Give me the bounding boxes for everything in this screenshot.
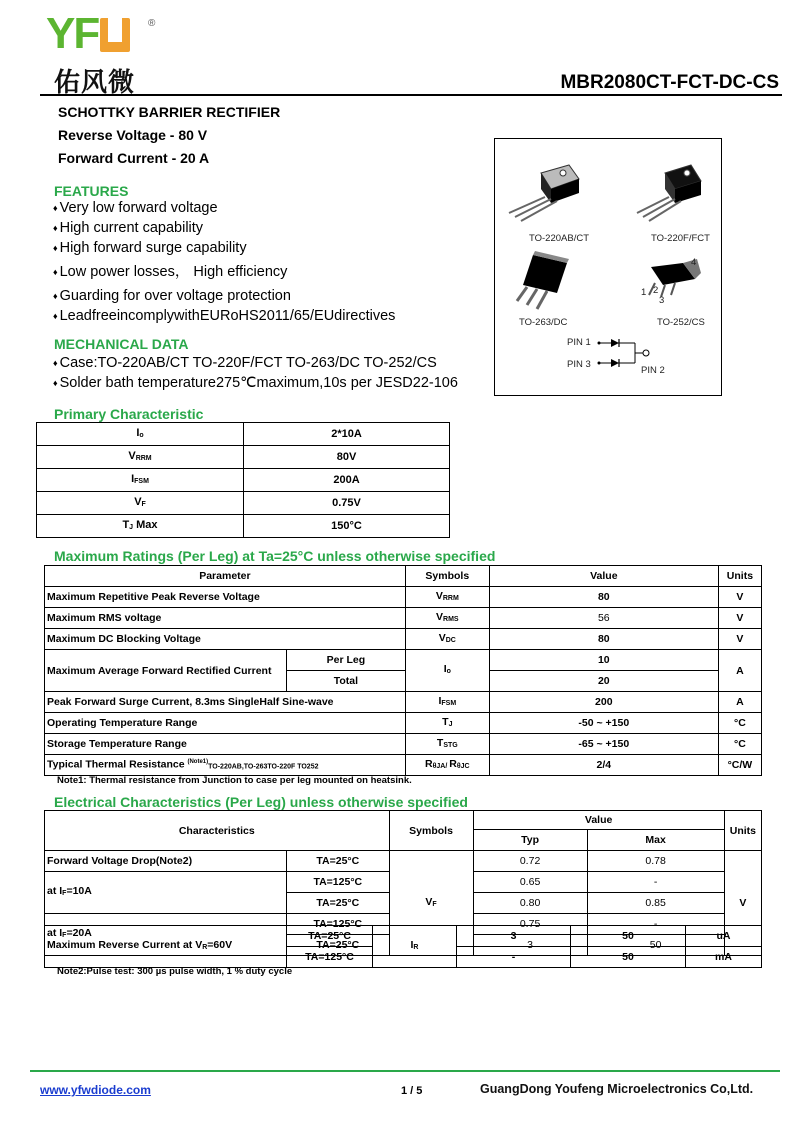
max-cell: 0.85 <box>587 893 724 914</box>
package-label-to263: TO-263/DC <box>519 317 568 328</box>
symbol-cell: $T_J$ <box>405 713 489 734</box>
col-header-units: Units <box>718 566 761 587</box>
note2-text: Note2:Pulse test: 300 µs pulse width, 1 % duty cycle <box>57 966 293 977</box>
feature-item: ♦ Very low forward voltage <box>53 200 218 216</box>
param-cell: Typical Thermal Resistance $^{(Note1)}_{TO-220AB,TO-263TO-220F TO252}$ <box>45 755 406 776</box>
symbol-cell: $T_{STG}$ <box>405 734 489 755</box>
footer-divider <box>30 1070 780 1072</box>
package-label-to220ab: TO-220AB/CT <box>529 233 590 244</box>
max-ratings-heading: Maximum Ratings (Per Leg) at Ta=25°C unless otherwise specified <box>54 548 496 564</box>
table-row <box>45 608 762 629</box>
col-header-units: Units <box>724 811 761 851</box>
unit-cell: A <box>718 650 761 692</box>
col-header-max: Max <box>587 830 724 851</box>
param-cell: Maximum RMS voltage <box>45 608 406 629</box>
table-row <box>45 629 762 650</box>
primary-heading: Primary Characteristic <box>54 406 204 422</box>
col-header-characteristics: Characteristics <box>45 811 390 851</box>
package-label-to252: TO-252/CS <box>657 317 705 328</box>
to252-package-icon <box>635 257 715 307</box>
col-header-symbols: Symbols <box>405 566 489 587</box>
char-cell: at $I_F=10A$ <box>45 872 287 914</box>
unit-cell: uA <box>686 926 762 947</box>
param-cell: Maximum DC Blocking Voltage <box>45 629 406 650</box>
unit-cell: V <box>718 629 761 650</box>
value-cell: 56 <box>489 608 718 629</box>
features-heading: FEATURES <box>54 183 129 199</box>
param-cell: Operating Temperature Range <box>45 713 406 734</box>
electrical-heading: Electrical Characteristics (Per Leg) unless otherwise specified <box>54 794 468 810</box>
table-row <box>45 692 762 713</box>
condition-cell: TA=25°C <box>287 851 390 872</box>
pin-number-3: 3 <box>659 295 665 306</box>
mechanical-list <box>53 353 458 393</box>
logo-u-mark <box>100 18 130 52</box>
condition-cell: Per Leg <box>287 650 406 671</box>
table-row <box>45 734 762 755</box>
package-outline-box <box>494 138 722 396</box>
primary-value-cell: 150°C <box>244 515 450 538</box>
primary-value-cell: 200A <box>244 469 450 492</box>
typ-cell: 3 <box>473 935 587 956</box>
condition-cell: Total <box>287 671 406 692</box>
feature-item: ♦ Guarding for over voltage protection <box>53 288 291 304</box>
logo-wordmark <box>46 9 130 58</box>
company-logo <box>46 9 166 98</box>
col-header-parameter: Parameter <box>45 566 406 587</box>
bullet-icon: ♦ <box>53 243 58 253</box>
primary-symbol-cell: $I_o$ <box>37 423 244 446</box>
symbol-cell: $I_R$ <box>373 926 457 968</box>
typ-cell: - <box>457 947 571 968</box>
unit-cell: °C <box>718 734 761 755</box>
typ-cell: 0.72 <box>473 851 587 872</box>
reverse-voltage-line: Reverse Voltage - 80 V <box>58 127 208 143</box>
unit-cell: °C <box>718 713 761 734</box>
pin3-label: PIN 3 <box>567 359 591 370</box>
bullet-icon: ♦ <box>53 358 58 368</box>
to220ab-package-icon <box>503 159 593 229</box>
logo-chinese-name: 佑风微 <box>54 68 136 98</box>
value-cell: 2/4 <box>489 755 718 776</box>
primary-characteristic-table <box>36 422 450 538</box>
website-link[interactable]: www.yfwdiode.com <box>40 1083 151 1097</box>
pin2-label: PIN 2 <box>641 365 665 376</box>
feature-item: ♦ LeadfreeincomplywithEURoHS2011/65/EUdirectives <box>53 308 396 324</box>
bullet-icon: ♦ <box>53 378 58 388</box>
unit-cell: mA <box>686 947 762 968</box>
primary-value-cell: 0.75V <box>244 492 450 515</box>
table-row <box>45 587 762 608</box>
param-cell: Peak Forward Surge Current, 8.3ms SingleHalf Sine-wave <box>45 692 406 713</box>
max-cell: 0.78 <box>587 851 724 872</box>
feature-item: ♦ High current capability <box>53 220 204 236</box>
primary-value-cell: 2*10A <box>244 423 450 446</box>
primary-symbol-cell: $I_{FSM}$ <box>37 469 244 492</box>
mechanical-item: ♦ Case:TO-220AB/CT TO-220F/FCT TO-263/DC TO-252/CS <box>53 355 437 371</box>
char-cell: Forward Voltage Drop(Note2) <box>45 851 287 872</box>
to220f-package-icon <box>629 159 719 229</box>
table-row <box>45 755 762 776</box>
package-label-to220f: TO-220F/FCT <box>651 233 710 244</box>
bullet-icon: ♦ <box>53 311 58 321</box>
max-cell: - <box>587 872 724 893</box>
typ-cell: 0.80 <box>473 893 587 914</box>
primary-value-cell: 80V <box>244 446 450 469</box>
col-header-symbols: Symbols <box>389 811 473 851</box>
value-cell: 80 <box>489 629 718 650</box>
table-row <box>45 650 762 671</box>
part-number: MBR2080CT-FCT-DC-CS <box>560 72 779 93</box>
value-cell: 20 <box>489 671 718 692</box>
note1-text: Note1: Thermal resistance from Junction to case per leg mounted on heatsink. <box>57 775 412 786</box>
device-title: SCHOTTKY BARRIER RECTIFIER <box>58 104 281 120</box>
pin-number-4: 4 <box>691 257 697 268</box>
primary-symbol-cell: $V_F$ <box>37 492 244 515</box>
mechanical-heading: MECHANICAL DATA <box>54 336 189 352</box>
table-row <box>37 423 450 446</box>
forward-current-line: Forward Current - 20 A <box>58 150 210 166</box>
col-header-value: Value <box>489 566 718 587</box>
feature-item: ♦ High forward surge capability <box>53 240 247 256</box>
table-row <box>45 851 762 872</box>
primary-symbol-cell: $T_J$ Max <box>37 515 244 538</box>
col-header-typ: Typ <box>473 830 587 851</box>
bullet-icon: ♦ <box>53 223 58 233</box>
value-cell: -65 ~ +150 <box>489 734 718 755</box>
param-cell: Maximum Average Forward Rectified Current <box>45 650 287 692</box>
unit-cell: °C/W <box>718 755 761 776</box>
symbol-cell: $V_{RRM}$ <box>405 587 489 608</box>
value-cell: 200 <box>489 692 718 713</box>
symbol-cell: $I_{FSM}$ <box>405 692 489 713</box>
primary-symbol-cell: $V_{RRM}$ <box>37 446 244 469</box>
bullet-icon: ♦ <box>53 267 58 277</box>
company-name: GuangDong Youfeng Microelectronics Co,Ltd. <box>480 1082 754 1096</box>
max-cell: 50 <box>587 935 724 956</box>
feature-item: ♦ Low power losses， High efficiency <box>53 264 288 280</box>
condition-cell: TA=25°C <box>287 935 390 956</box>
typ-cell: 3 <box>457 926 571 947</box>
typ-cell: 0.65 <box>473 872 587 893</box>
table-row <box>37 515 450 538</box>
features-list <box>53 198 395 326</box>
table-row <box>37 446 450 469</box>
param-cell: Maximum Repetitive Peak Reverse Voltage <box>45 587 406 608</box>
symbol-cell: $I_o$ <box>405 650 489 692</box>
condition-cell: TA=125°C <box>287 914 390 935</box>
pin-number-2: 2 <box>653 285 659 296</box>
registered-mark: ® <box>148 18 156 29</box>
unit-cell: V <box>718 608 761 629</box>
value-cell: 10 <box>489 650 718 671</box>
table-row <box>37 469 450 492</box>
page-number: 1 / 5 <box>401 1085 423 1097</box>
char-cell: at $I_F=20A$ <box>45 914 287 956</box>
typ-cell: 0.75 <box>473 914 587 935</box>
symbol-cell: $R_{\theta JA/}$ $R_{\theta JC}$ <box>405 755 489 776</box>
unit-cell: A <box>718 692 761 713</box>
table-row <box>37 492 450 515</box>
condition-cell: TA=25°C <box>287 893 390 914</box>
unit-cell: V <box>718 587 761 608</box>
value-cell: -50 ~ +150 <box>489 713 718 734</box>
max-cell: 50 <box>571 947 686 968</box>
mechanical-item: ♦ Solder bath temperature275℃maximum,10s per JESD22-106 <box>53 375 458 391</box>
logo-letters: YF <box>46 9 99 58</box>
symbol-cell: $V_{RMS}$ <box>405 608 489 629</box>
table-header-row <box>45 566 762 587</box>
header-divider <box>40 94 782 96</box>
pin-number-1: 1 <box>641 287 647 298</box>
max-cell: 50 <box>571 926 686 947</box>
condition-cell: TA=125°C <box>287 872 390 893</box>
char-cell: Maximum Reverse Current at $V_R=60V$ <box>45 926 287 968</box>
table-row <box>45 926 762 947</box>
reverse-current-table <box>44 925 762 968</box>
bullet-icon: ♦ <box>53 203 58 213</box>
condition-cell: TA=125°C <box>287 947 373 968</box>
max-ratings-table <box>44 565 762 776</box>
condition-cell: TA=25°C <box>287 926 373 947</box>
pin1-label: PIN 1 <box>567 337 591 348</box>
diode-schematic-icon <box>597 335 667 371</box>
intro-block <box>58 104 280 173</box>
symbol-cell: $V_F$ <box>389 851 473 956</box>
table-header-row <box>45 811 762 830</box>
unit-cell: V <box>724 851 761 956</box>
param-cell: Storage Temperature Range <box>45 734 406 755</box>
value-cell: 80 <box>489 587 718 608</box>
table-row <box>45 713 762 734</box>
to263-package-icon <box>505 249 585 315</box>
bullet-icon: ♦ <box>53 291 58 301</box>
max-cell: - <box>587 914 724 935</box>
symbol-cell: $V_{DC}$ <box>405 629 489 650</box>
col-header-value: Value <box>473 811 724 830</box>
